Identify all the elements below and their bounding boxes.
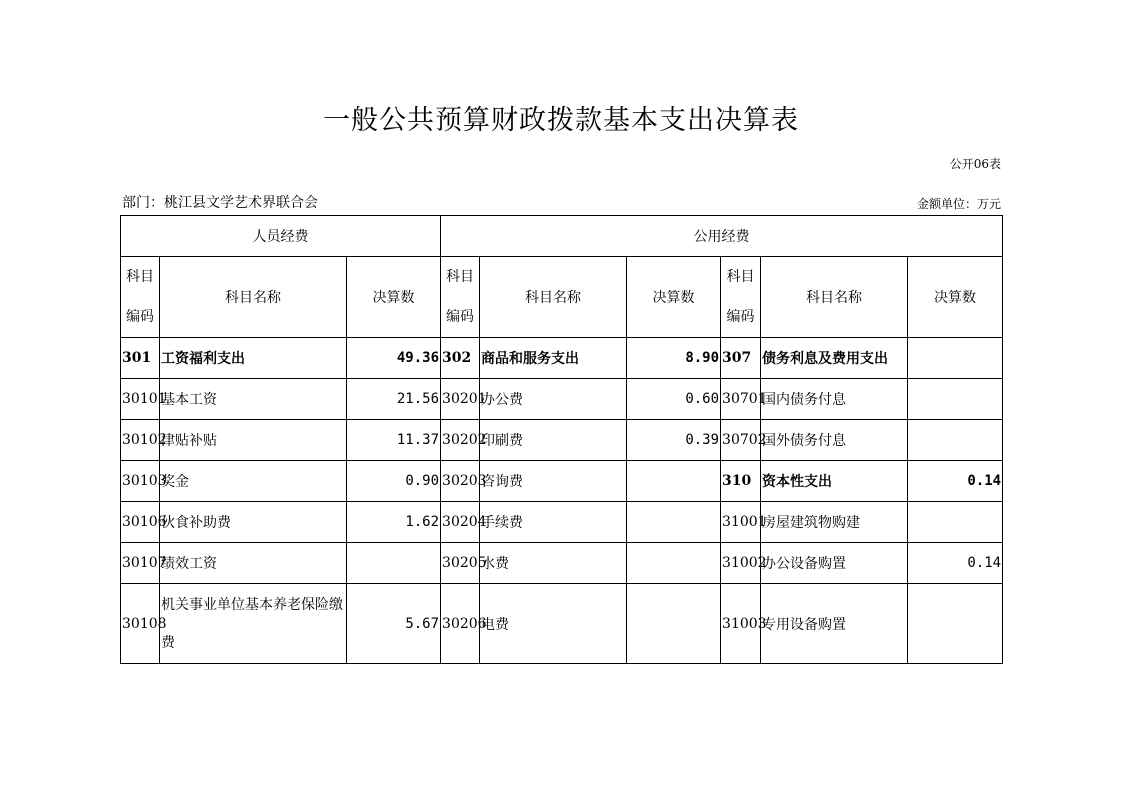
- table-cell-amount: [908, 338, 1003, 379]
- table-cell-code: 30101: [121, 379, 160, 420]
- table-cell-code: 30203: [441, 461, 480, 502]
- table-cell-amount: 49.36: [347, 338, 441, 379]
- table-cell-code: 30701: [721, 379, 761, 420]
- table-cell-amount: [627, 584, 721, 664]
- table-cell-amount: [908, 584, 1003, 664]
- table-cell-amount: 8.90: [627, 338, 721, 379]
- table-cell-amount: 0.60: [627, 379, 721, 420]
- group-public: 公用经费: [441, 216, 1003, 257]
- table-cell-code: 31003: [721, 584, 761, 664]
- table-row: [121, 420, 1003, 461]
- table-cell-name: 伙食补助费: [160, 502, 347, 543]
- table-cell-code: 30108: [121, 584, 160, 664]
- table-cell-code: 31001: [721, 502, 761, 543]
- table-cell-name: 咨询费: [480, 461, 627, 502]
- table-cell-amount: [627, 543, 721, 584]
- table-cell-name: 办公费: [480, 379, 627, 420]
- table-cell-code: 30103: [121, 461, 160, 502]
- table-cell-name: 资本性支出: [761, 461, 908, 502]
- table-cell-name: 债务利息及费用支出: [761, 338, 908, 379]
- table-cell-amount: 21.56: [347, 379, 441, 420]
- table-row: [121, 461, 1003, 502]
- header-code: 科目 编码: [121, 257, 160, 338]
- table-cell-amount: 0.14: [908, 461, 1003, 502]
- page-title: 一般公共预算财政拨款基本支出决算表: [323, 105, 799, 136]
- table-row: [121, 502, 1003, 543]
- group-personnel: 人员经费: [121, 216, 441, 257]
- header-name: 科目名称: [160, 257, 347, 338]
- table-cell-name: 基本工资: [160, 379, 347, 420]
- table-row: [121, 338, 1003, 379]
- table-cell-code: 30202: [441, 420, 480, 461]
- table-cell-amount: [908, 502, 1003, 543]
- table-row: [121, 379, 1003, 420]
- table-cell-amount: [347, 543, 441, 584]
- department-label: 部门：桃江县文学艺术界联合会: [122, 195, 318, 211]
- table-cell-code: 307: [721, 338, 761, 379]
- table-cell-name: 房屋建筑物购建: [761, 502, 908, 543]
- table-cell-code: 30102: [121, 420, 160, 461]
- table-cell-amount: [908, 420, 1003, 461]
- table-cell-amount: [908, 379, 1003, 420]
- unit-label: 金额单位：万元: [916, 197, 1001, 211]
- table-cell-name: 津贴补贴: [160, 420, 347, 461]
- table-cell-amount: [627, 461, 721, 502]
- table-cell-name: 绩效工资: [160, 543, 347, 584]
- header-name: 科目名称: [480, 257, 627, 338]
- table-cell-code: 310: [721, 461, 761, 502]
- table-cell-name: 水费: [480, 543, 627, 584]
- group-header-row: [121, 216, 1003, 257]
- table-cell-code: 30204: [441, 502, 480, 543]
- header-amount: 决算数: [347, 257, 441, 338]
- header-amount: 决算数: [627, 257, 721, 338]
- table-row: [121, 543, 1003, 584]
- table-cell-name: 办公设备购置: [761, 543, 908, 584]
- table-cell-amount: 5.67: [347, 584, 441, 664]
- table-cell-code: 30107: [121, 543, 160, 584]
- table-cell-name: 印刷费: [480, 420, 627, 461]
- header-name: 科目名称: [761, 257, 908, 338]
- table-cell-code: 30106: [121, 502, 160, 543]
- column-header-row: [121, 257, 1003, 338]
- table-cell-code: 31002: [721, 543, 761, 584]
- table-cell-name: 专用设备购置: [761, 584, 908, 664]
- table-cell-code: 30201: [441, 379, 480, 420]
- table-cell-name: 手续费: [480, 502, 627, 543]
- expenditure-table: [120, 215, 1003, 664]
- table-row: [121, 584, 1003, 664]
- header-code: 科目 编码: [721, 257, 761, 338]
- table-cell-name: 工资福利支出: [160, 338, 347, 379]
- table-cell-name: 电费: [480, 584, 627, 664]
- table-cell-amount: 0.39: [627, 420, 721, 461]
- table-cell-amount: [627, 502, 721, 543]
- table-cell-code: 30702: [721, 420, 761, 461]
- table-cell-code: 302: [441, 338, 480, 379]
- header-code: 科目 编码: [441, 257, 480, 338]
- table-cell-code: 30205: [441, 543, 480, 584]
- table-cell-amount: 1.62: [347, 502, 441, 543]
- header-amount: 决算数: [908, 257, 1003, 338]
- table-cell-code: 30206: [441, 584, 480, 664]
- table-cell-name: 国内债务付息: [761, 379, 908, 420]
- table-cell-amount: 11.37: [347, 420, 441, 461]
- table-cell-name: 机关事业单位基本养老保险缴费: [160, 584, 347, 664]
- table-cell-amount: 0.14: [908, 543, 1003, 584]
- table-cell-name: 国外债务付息: [761, 420, 908, 461]
- table-cell-name: 奖金: [160, 461, 347, 502]
- table-cell-name: 商品和服务支出: [480, 338, 627, 379]
- form-code: 公开06表: [949, 157, 1001, 171]
- table-cell-amount: 0.90: [347, 461, 441, 502]
- table-cell-code: 301: [121, 338, 160, 379]
